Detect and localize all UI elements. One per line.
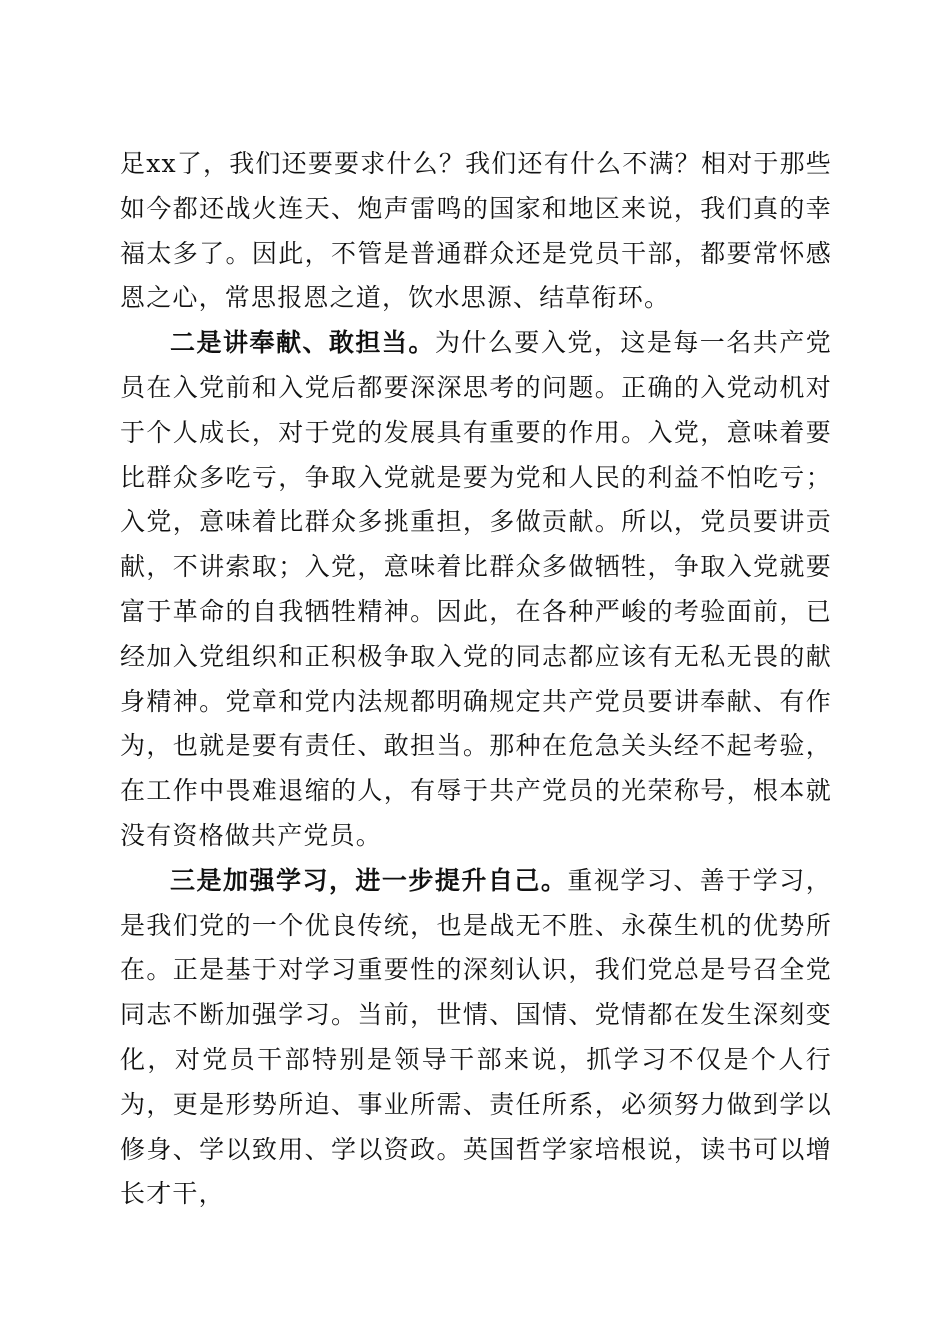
paragraph-text: 为什么要入党，这是每一名共产党员在入党前和入党后都要深深思考的问题。正确的入党动机对于个人成长，对于党的发展具有重要的作用。入党，意味着要比群众多吃亏，争取入党就是要为党和人民的利益不怕吃亏；入党，意味着比群众多挑重担，多做贡献。所以，党员要讲贡献，不讲索取；入党，意味着比群众多做牺牲，争取入党就要富于革命的自我牺牲精神。因此，在各种严峻的考验面前，已经加入党组织和正积极争取入党的同志都应该有无私无畏的献身精神。党章和党内法规都明确规定共产党员要讲奉献、有作为，也就是要有责任、敢担当。那种在危急关头经不起考验，在工作中畏难退缩的人，有辱于共产党员的光荣称号，根本就没有资格做共产党员。 [120, 328, 832, 850]
paragraph-dedication [120, 321, 832, 859]
paragraph-continuation [120, 142, 832, 321]
paragraph-learning [120, 859, 832, 1217]
paragraph-heading: 三是加强学习，进一步提升自己。 [170, 865, 568, 895]
document-body [120, 142, 832, 1217]
paragraph-text: 重视学习、善于学习，是我们党的一个优良传统，也是战无不胜、永葆生机的优势所在。正是基于对学习重要性的深刻认识，我们党总是号召全党同志不断加强学习。当前，世情、国情、党情都在发生深刻变化，对党员干部特别是领导干部来说，抓学习不仅是个人行为，更是形势所迫、事业所需、责任所系，必须努力做到学以修身、学以致用、学以资政。英国哲学家培根说，读书可以增长才干， [120, 865, 832, 1209]
paragraph-heading: 二是讲奉献、敢担当。 [170, 328, 435, 358]
paragraph-text: 足xx了，我们还要要求什么？我们还有什么不满？相对于那些如今都还战火连天、炮声雷鸣的国家和地区来说，我们真的幸福太多了。因此，不管是普通群众还是党员干部，都要常怀感恩之心，常思报恩之道，饮水思源、结草衔环。 [120, 149, 832, 313]
